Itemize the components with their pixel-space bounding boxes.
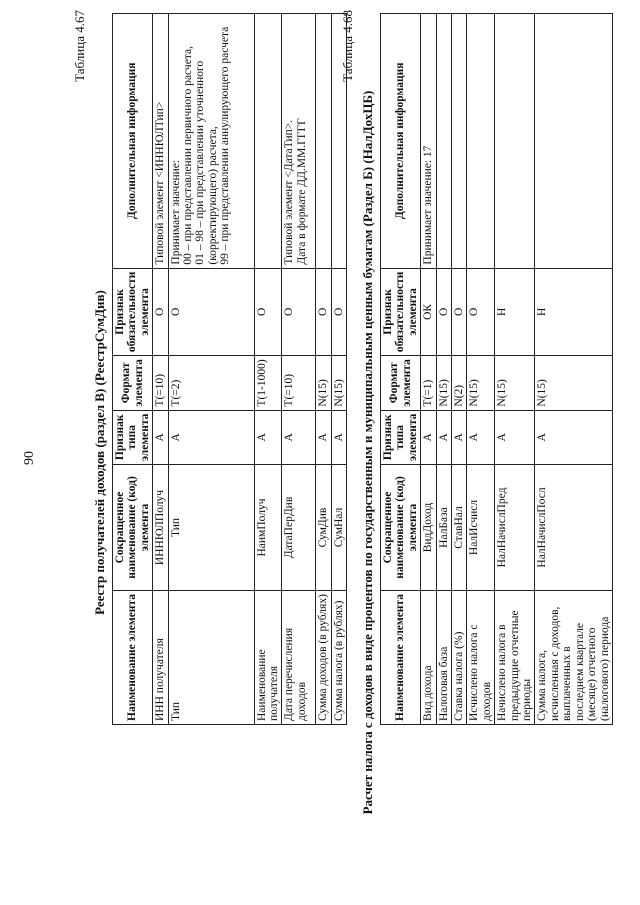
header-type: Признак типа элемента [113, 410, 153, 464]
header-element-name: Наименование элемента [381, 591, 421, 725]
table-row: Тип Тип А T(=2) О Принимает значение: 00 – при представлении первичного расчета, 01 – 98 – при представлении уточненного (корректирующего) расчета, 99 – при представлении аннулирующего расчета [168, 14, 254, 725]
table-row: Начислено налога в предыдущие отчетные периоды НалНачислПред А N(15) Н [495, 14, 535, 725]
table-title-4-67: Реестр получателей доходов (раздел В) (РеестрСумДив) [92, 290, 107, 615]
header-required: Признак обязательности элемента [381, 268, 421, 356]
table-label-4-68: Таблица 4.68 [340, 10, 355, 82]
header-short-name: Сокращенное наименование (код) элемента [381, 465, 421, 591]
table-row: Сумма налога (в рублях) СумНал А N(15) О [331, 14, 346, 725]
table-label-4-67: Таблица 4.67 [72, 10, 87, 82]
table-row: Исчислено налога с доходов НалИсчисл А N(15) О [467, 14, 495, 725]
table-row: Наименование получателя НаимПолуч А T(1-1000) О [254, 14, 282, 725]
page-number: 90 [22, 451, 37, 465]
table-4-68 [380, 13, 613, 725]
table-header-row [113, 14, 153, 725]
header-format: Формат элемента [381, 356, 421, 410]
header-additional-info: Дополнительная информация [381, 14, 421, 269]
table-row: ИНН получателя ИННЮЛПолуч А T(=10) О Типовой элемент <ИННЮЛТип> [153, 14, 168, 725]
table-row: Сумма доходов (в рублях) СумДив А N(15) О [316, 14, 331, 725]
header-element-name: Наименование элемента [113, 591, 153, 725]
header-additional-info: Дополнительная информация [113, 14, 153, 269]
header-format: Формат элемента [113, 356, 153, 410]
header-required: Признак обязательности элемента [113, 268, 153, 356]
table-4-67 [112, 13, 347, 725]
table-row: Ставка налога (%) СтавНал А N(2) О [452, 14, 467, 725]
header-short-name: Сокращенное наименование (код) элемента [113, 465, 153, 591]
table-row: Налоговая база НалБаза А N(15) О [436, 14, 451, 725]
table-title-4-68: Расчет налога с доходов в виде процентов по государственным и муниципальным ценным бумагам (Раздел Б) (НалДохЦБ) [360, 90, 375, 815]
table-row: Вид дохода ВидДоход А T(=1) ОК Принимает значение: 17 [421, 14, 436, 725]
table-row: Сумма налога, исчисленная с доходов, выплаченных в последнем квартале (месяце) отчетного (налогового) периода НалНачислПосл А N(15) Н [535, 14, 612, 725]
table-header-row [381, 14, 421, 725]
header-type: Признак типа элемента [381, 410, 421, 464]
table-row: Дата перечисления доходов ДатаПерДив А T(=10) О Типовой элемент <ДатаТип>. Дата в формате ДД.ММ.ГГГГ [282, 14, 316, 725]
